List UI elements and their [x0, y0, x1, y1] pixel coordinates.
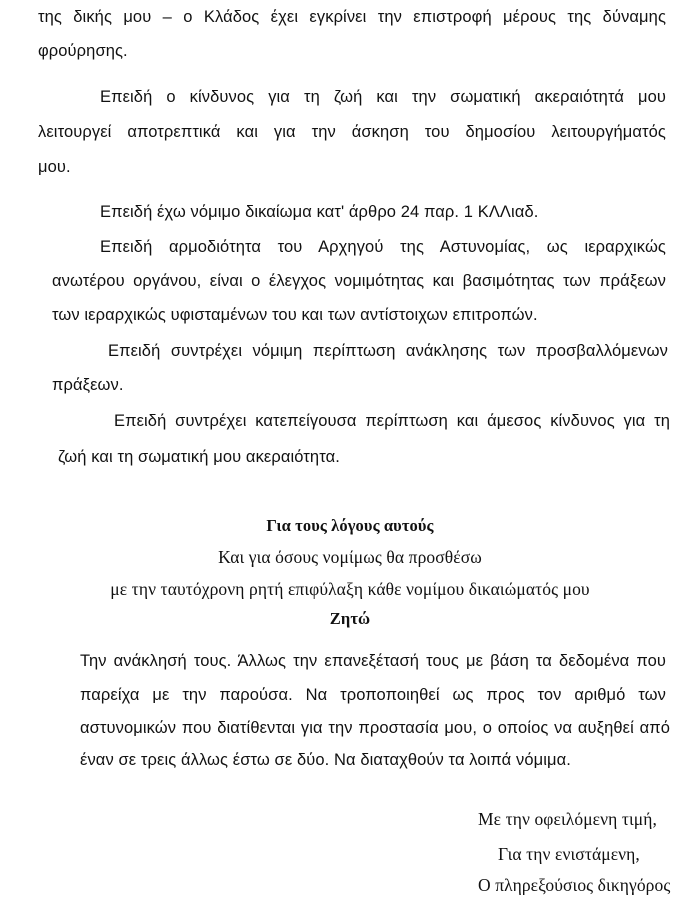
body-line: πράξεων.	[52, 376, 124, 394]
body-line: της δικής μου – ο Κλάδος έχει εγκρίνει την επιστροφή μέρους της δύναμης	[38, 8, 666, 26]
closing-line: Με την οφειλόμενη τιμή,	[478, 809, 658, 829]
body-line: ζωή και τη σωματική μου ακεραιότητα.	[58, 448, 340, 466]
body-line: λειτουργεί αποτρεπτικά και για την άσκηση του δημοσίου λειτουργήματός	[38, 123, 666, 141]
closing-line: Για την ενιστάμενη,	[498, 844, 640, 864]
center-line: Και για όσους νομίμως θα προσθέσω	[218, 547, 482, 567]
request-line: Την ανάκλησή τους. Άλλως την επανεξέτασή τους με βάση τα δεδομένα που	[80, 652, 666, 670]
body-line: των ιεραρχικώς υφισταμένων του και των αντίστοιχων επιτροπών.	[52, 306, 538, 324]
request-line: παρείχα με την παρούσα. Να τροποποιηθεί ως προς τον αριθμό των	[80, 686, 666, 704]
body-line: Επειδή συντρέχει νόμιμη περίπτωση ανάκλησης των προσβαλλόμενων	[108, 342, 668, 360]
section-heading-reasons: Για τους λόγους αυτούς	[266, 516, 434, 535]
body-line: μου.	[38, 158, 71, 176]
body-line: Επειδή ο κίνδυνος για τη ζωή και την σωματική ακεραιότητά μου	[100, 88, 666, 106]
body-line: Επειδή συντρέχει κατεπείγουσα περίπτωση και άμεσος κίνδυνος για τη	[114, 412, 670, 430]
center-line: με την ταυτόχρονη ρητή επιφύλαξη κάθε νομίμου δικαιώματός μου	[110, 579, 590, 599]
section-heading-request: Ζητώ	[329, 609, 371, 628]
body-line: Επειδή αρμοδιότητα του Αρχηγού της Αστυνομίας, ως ιεραρχικώς	[100, 238, 666, 256]
body-line: Επειδή έχω νόμιμο δικαίωμα κατ' άρθρο 24 παρ. 1 ΚΛΛιαδ.	[100, 203, 539, 221]
request-line: έναν σε τρεις άλλως έστω σε δύο. Να διαταχθούν τα λοιπά νόμιμα.	[80, 751, 571, 769]
body-line: ανωτέρου οργάνου, είναι ο έλεγχος νομιμότητας και βασιμότητας των πράξεων	[52, 272, 666, 290]
closing-line: Ο πληρεξούσιος δικηγόρος	[478, 875, 671, 895]
request-line: αστυνομικών που διατίθενται για την προστασία μου, ο οποίος να αυξηθεί από	[80, 719, 670, 737]
body-line: φρούρησης.	[38, 42, 128, 60]
